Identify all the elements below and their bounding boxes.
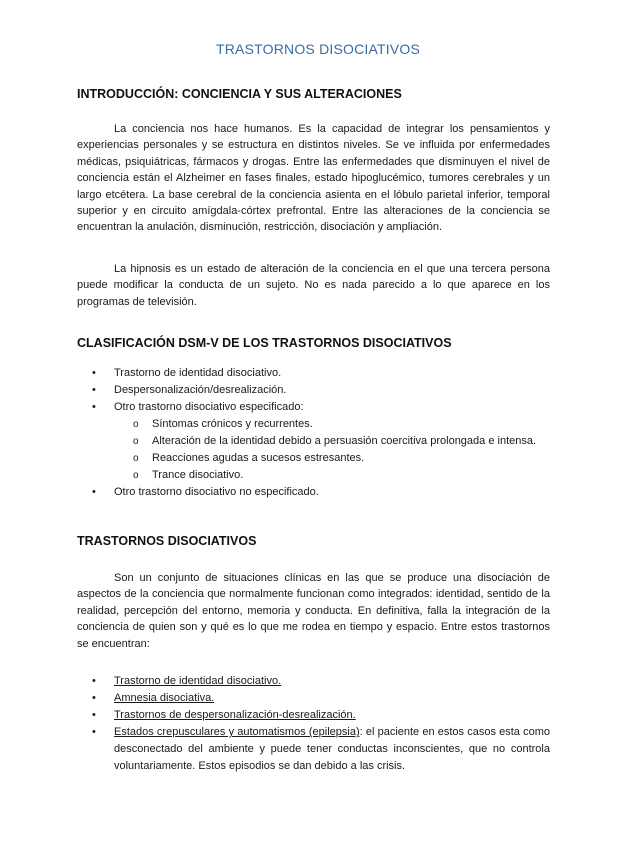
- bullet-icon: •: [92, 401, 96, 413]
- list-item: [114, 433, 550, 450]
- bullet-icon: •: [92, 367, 96, 379]
- bullet-icon: •: [92, 726, 96, 738]
- dsm-item-1: Trastorno de identidad disociativo.: [114, 367, 282, 379]
- list-item: [77, 707, 550, 724]
- bullet-icon: •: [92, 675, 96, 687]
- intro-paragraph-2: La hipnosis es un estado de alteración de la conciencia en el que una tercera persona puede modificar la conducta de un sujeto. No es nada parecido a lo que aparece en los programas de televisión.: [77, 263, 550, 308]
- dsm-list: [77, 365, 550, 501]
- circle-bullet-icon: o: [133, 436, 139, 447]
- dsm-item-4: Otro trastorno disociativo no especificado.: [114, 486, 319, 498]
- circle-bullet-icon: o: [133, 419, 139, 430]
- trastornos-list: [77, 673, 550, 775]
- bullet-icon: •: [92, 384, 96, 396]
- list-item: [77, 382, 550, 399]
- list-item: [77, 724, 550, 775]
- trastornos-paragraph: Son un conjunto de situaciones clínicas en las que se produce una disociación de aspectos de la conciencia que normalmente funcionan como integrados: identidad, sentido de la realidad, percepción del entorno, memoria y conducta. En definitiva, falla la integración de la conciencia de quien son y qué es lo que me rodea en tiempo y espacio. Entre estos trastornos se encuentran:: [77, 572, 550, 650]
- dsm-subitem-4: Trance disociativo.: [152, 469, 244, 481]
- dsm-subitem-2: Alteración de la identidad debido a persuasión coercitiva prolongada e intensa.: [152, 435, 537, 447]
- dsm-subitem-1: Síntomas crónicos y recurrentes.: [152, 418, 313, 430]
- dsm-item-3: Otro trastorno disociativo especificado:: [114, 401, 304, 413]
- list-item: [114, 416, 550, 433]
- circle-bullet-icon: o: [133, 470, 139, 481]
- bullet-icon: •: [92, 709, 96, 721]
- list-item: [77, 399, 550, 484]
- trastornos-item-3: Trastornos de despersonalización-desrealización.: [114, 709, 356, 721]
- list-item: [114, 450, 550, 467]
- list-item: [114, 467, 550, 484]
- trastornos-item-4-term: Estados crepusculares y automatismos (epilepsia): [114, 726, 360, 738]
- document-title: TRASTORNOS DISOCIATIVOS: [216, 41, 420, 57]
- list-item: [77, 690, 550, 707]
- list-item: [77, 673, 550, 690]
- list-item: [77, 365, 550, 382]
- trastornos-item-4-description: : el paciente en estos casos esta como desconectado del ambiente y puede tener conductas inconscientes, que no controla voluntariamente. Estos episodios se dan debido a las crisis.: [114, 726, 550, 772]
- intro-heading: INTRODUCCIÓN: CONCIENCIA Y SUS ALTERACIONES: [77, 87, 402, 101]
- list-item: [77, 484, 550, 501]
- trastornos-item-2: Amnesia disociativa.: [114, 692, 215, 704]
- dsm-sublist: [114, 416, 550, 484]
- trastornos-heading: TRASTORNOS DISOCIATIVOS: [77, 534, 257, 548]
- intro-paragraph-1: La conciencia nos hace humanos. Es la capacidad de integrar los pensamientos y experiencias personales y se estructura en distintos niveles. Se ve influida por enfermedades médicas, psiquiátricas, fármacos y drogas. Entre las enfermedades que disminuyen el nivel de conciencia están el Alzheimer en fases finales, estado hipoglucémico, tumores cerebrales y un largo etcétera. La base cerebral de la conciencia asienta en el lóbulo parietal inferior, temporal superior y en circuito amígdala-córtex prefrontal. Entre las alteraciones de la conciencia se encuentran la anulación, disminución, restricción, disociación y ampliación.: [77, 123, 550, 234]
- trastornos-item-1: Trastorno de identidad disociativo.: [114, 675, 282, 687]
- circle-bullet-icon: o: [133, 453, 139, 464]
- dsm-heading: CLASIFICACIÓN DSM-V DE LOS TRASTORNOS DISOCIATIVOS: [77, 336, 452, 350]
- dsm-subitem-3: Reacciones agudas a sucesos estresantes.: [152, 452, 365, 464]
- bullet-icon: •: [92, 692, 96, 704]
- dsm-item-2: Despersonalización/desrealización.: [114, 384, 287, 396]
- bullet-icon: •: [92, 486, 96, 498]
